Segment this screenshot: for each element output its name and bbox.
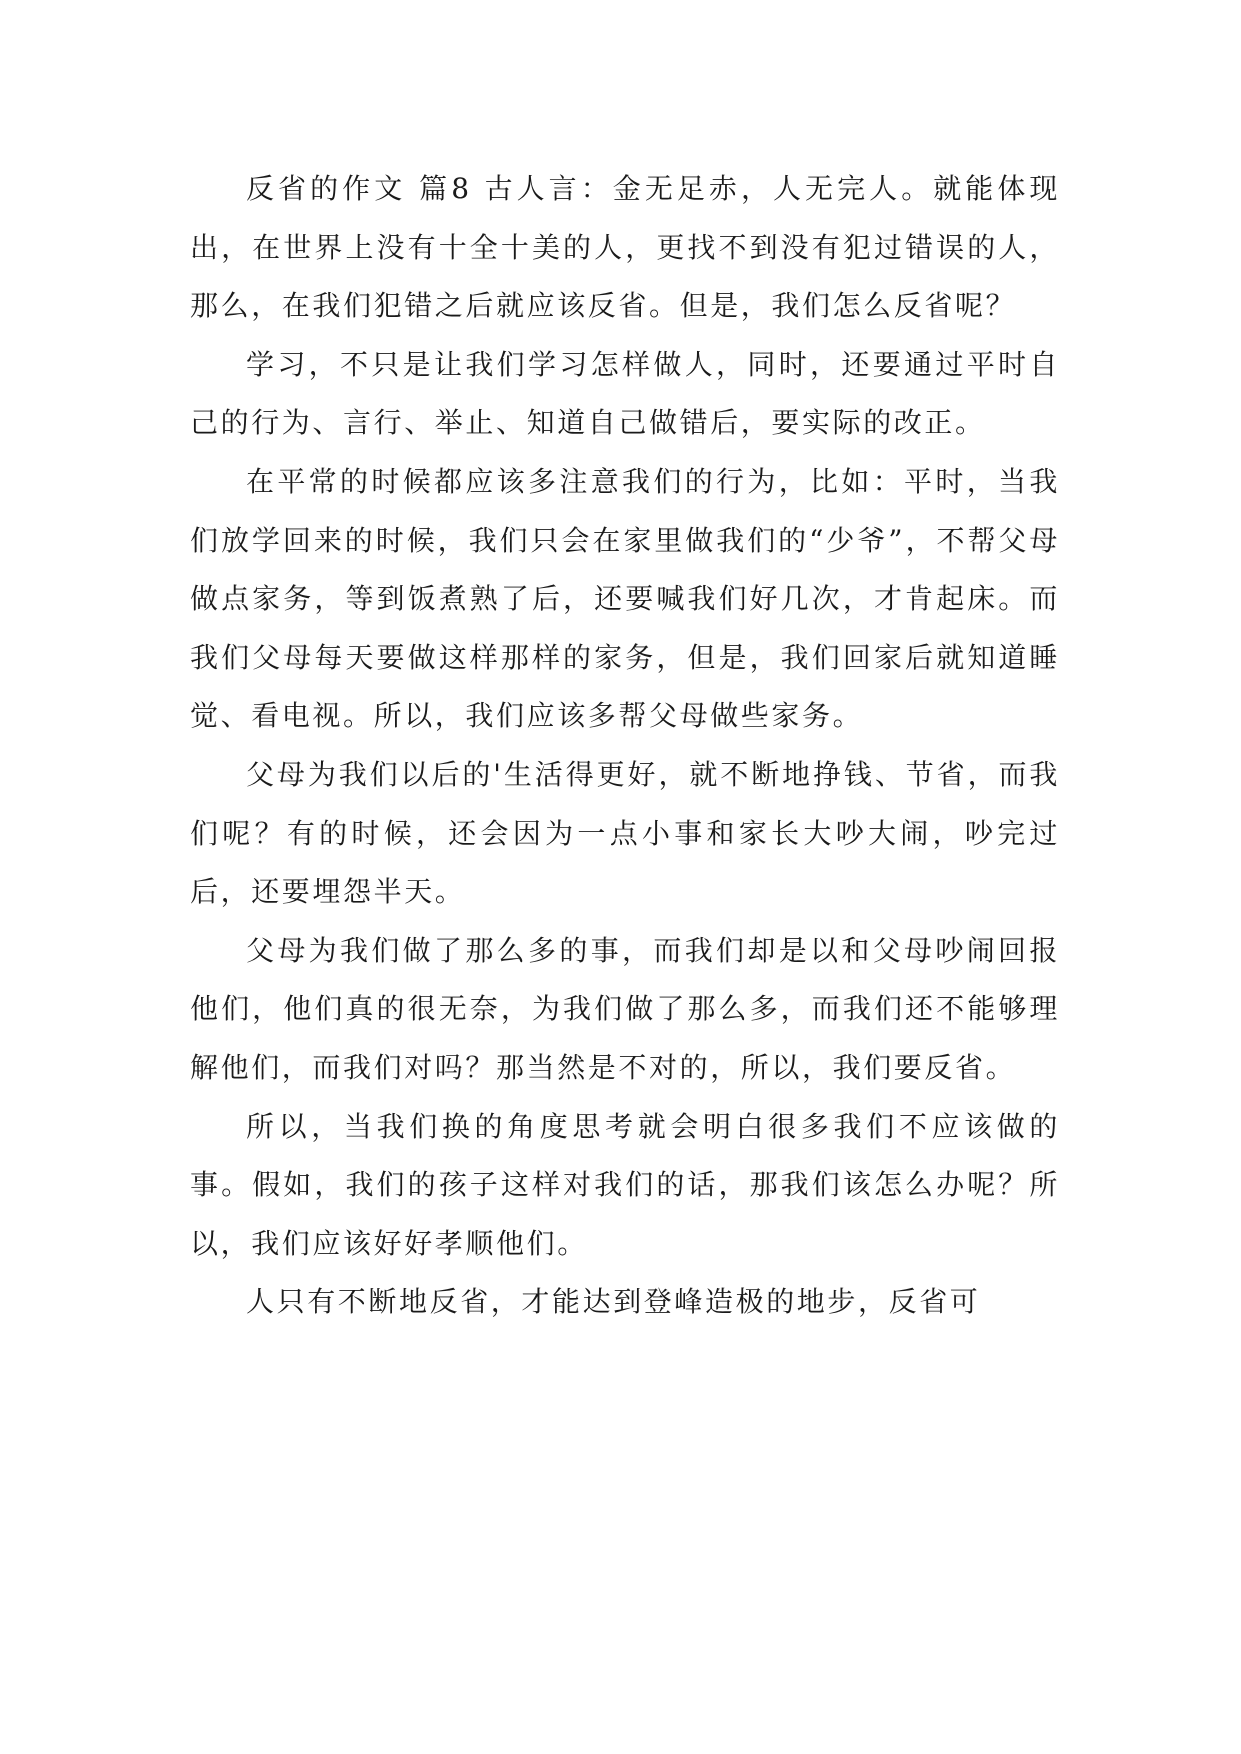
paragraph-2: 学习，不只是让我们学习怎样做人，同时，还要通过平时自己的行为、言行、举止、知道自己做错后，要实际的改正。 (190, 347, 1060, 440)
paragraph-6: 所以，当我们换的角度思考就会明白很多我们不应该做的事。假如，我们的孩子这样对我们的话，那我们该怎么办呢？所以，我们应该好好孝顺他们。 (190, 1109, 1060, 1260)
paragraph-7: 人只有不断地反省，才能达到登峰造极的地步，反省可 (246, 1285, 981, 1319)
paragraph-4: 父母为我们以后的'生活得更好，就不断地挣钱、节省，而我们呢？有的时候，还会因为一点小事和家长大吵大闹，吵完过后，还要埋怨半天。 (190, 757, 1060, 909)
essay-body (190, 160, 1060, 1332)
paragraph-5: 父母为我们做了那么多的事，而我们却是以和父母吵闹回报他们，他们真的很无奈，为我们做了那么多，而我们还不能够理解他们，而我们对吗？那当然是不对的，所以，我们要反省。 (190, 933, 1060, 1084)
paragraph-3: 在平常的时候都应该多注意我们的行为，比如：平时，当我们放学回来的时候，我们只会在家里做我们的“少爷”，不帮父母做点家务，等到饭煮熟了后，还要喊我们好几次，才肯起床。而我们父母每天要做这样那样的家务，但是，我们回家后就知道睡觉、看电视。所以，我们应该多帮父母做些家务。 (190, 464, 1060, 733)
paragraph-1: 反省的作文 篇8 古人言：金无足赤，人无完人。就能体现出，在世界上没有十全十美的人，更找不到没有犯过错误的人，那么，在我们犯错之后就应该反省。但是，我们怎么反省呢？ (190, 172, 1060, 323)
